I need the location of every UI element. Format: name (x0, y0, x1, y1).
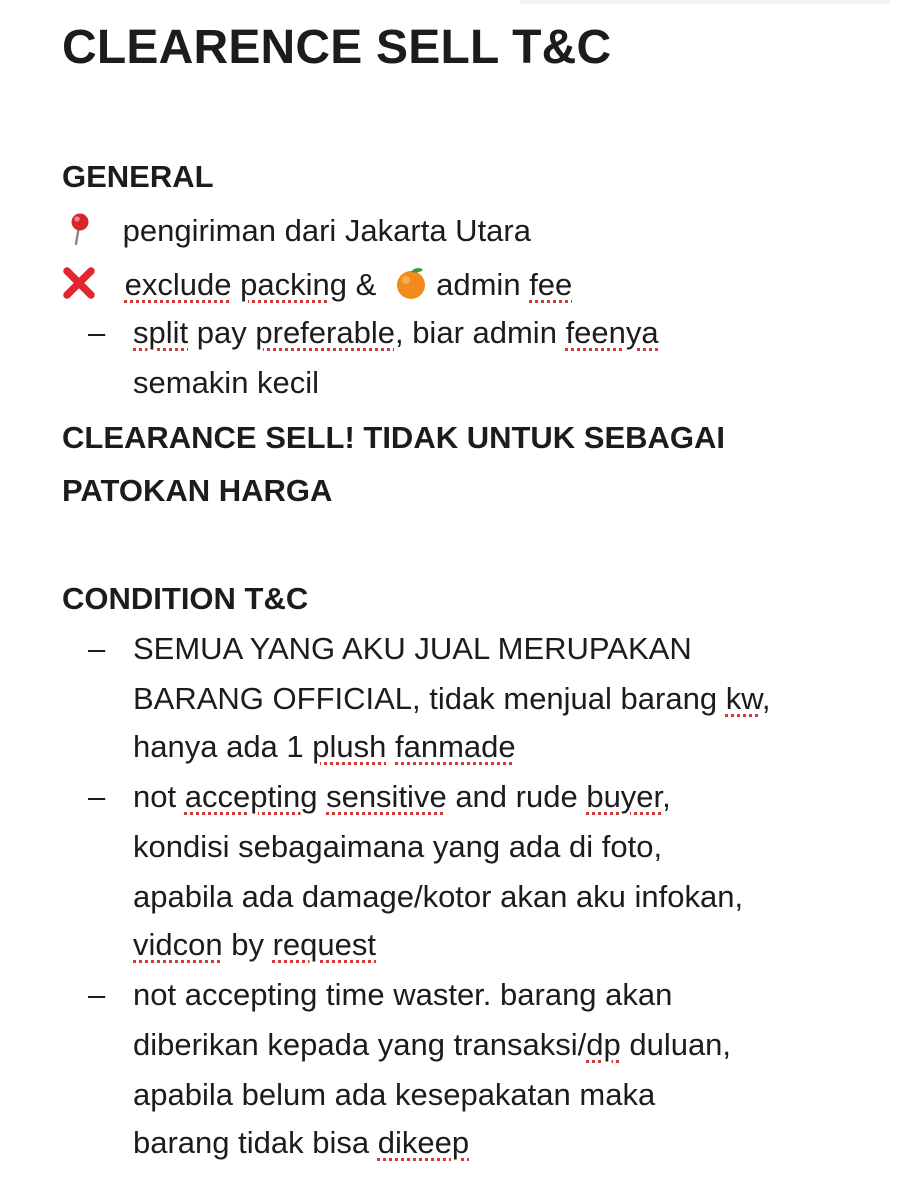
shipping-text: pengiriman dari Jakarta Utara (122, 213, 531, 248)
shipping-line (62, 206, 531, 256)
split-text: , biar admin (394, 315, 557, 350)
condition-item-2-line-3: apabila ada damage/kotor akan aku infokan, (133, 879, 744, 914)
item-2-text: and rude (455, 779, 578, 814)
list-dash: – (88, 315, 106, 350)
list-dash: – (88, 779, 106, 814)
word-vidcon: vidcon (133, 927, 223, 962)
condition-item-2-line-4 (133, 920, 376, 970)
condition-item-2-line-1 (133, 772, 671, 822)
condition-item-1-line-3 (133, 722, 516, 772)
condition-item-3-line-4 (133, 1118, 469, 1168)
word-admin: admin (436, 267, 521, 302)
split-pay-line (133, 308, 659, 358)
condition-item-3-line-3: apabila belum ada kesepakatan maka (133, 1077, 656, 1112)
item-1-text: BARANG OFFICIAL, tidak menjual barang (133, 681, 718, 716)
word-exclude: exclude (124, 267, 232, 302)
clearance-notice-line-2: PATOKAN HARGA (62, 473, 333, 508)
page-title: CLEARENCE SELL T&C (62, 21, 612, 74)
word-accepting: accepting (184, 779, 318, 814)
split-pay-line-2: semakin kecil (133, 365, 320, 400)
condition-item-1-line-2 (133, 674, 771, 724)
pushpin-icon (62, 212, 96, 246)
word-split: split (133, 315, 189, 350)
word-fee: fee (529, 267, 573, 302)
condition-item-1-line-1: SEMUA YANG AKU JUAL MERUPAKAN (133, 631, 692, 666)
word-buyer: buyer (586, 779, 663, 814)
word-not: not (133, 779, 177, 814)
condition-heading: CONDITION T&C (62, 581, 309, 616)
word-by: by (231, 927, 264, 962)
item-3-text: duluan, (620, 1027, 732, 1062)
tangerine-icon (394, 266, 428, 300)
ampersand-text: & (346, 267, 385, 302)
item-1-text: hanya ada 1 (133, 729, 304, 764)
comma-text: , (662, 779, 671, 814)
condition-item-3-line-2 (133, 1020, 731, 1070)
word-plush: plush (312, 729, 387, 764)
word-kw: kw (725, 681, 762, 716)
clearance-notice-line-1: CLEARANCE SELL! TIDAK UNTUK SEBAGAI (62, 420, 726, 455)
word-sensitive: sensitive (326, 779, 447, 814)
word-request: request (272, 927, 377, 962)
word-packing: packing (240, 267, 347, 302)
exclude-line (62, 260, 572, 310)
list-dash: – (88, 631, 106, 666)
word-feenya: feenya (565, 315, 659, 350)
cross-mark-icon (62, 266, 96, 300)
general-heading: GENERAL (62, 159, 214, 194)
item-3-text: barang tidak bisa (133, 1125, 370, 1160)
condition-item-3-line-1: not accepting time waster. barang akan (133, 977, 673, 1012)
top-scroll-indicator (520, 0, 890, 4)
word-dikeep: dikeep (377, 1125, 470, 1160)
condition-item-2-line-2: kondisi sebagaimana yang ada di foto, (133, 829, 663, 864)
word-pay: pay (196, 315, 247, 350)
word-preferable: preferable (255, 315, 395, 350)
list-dash: – (88, 977, 106, 1012)
comma-text: , (761, 681, 771, 716)
item-3-text: diberikan kepada yang transaksi/ (133, 1027, 587, 1062)
word-dp: dp (586, 1027, 621, 1062)
word-fanmade: fanmade (395, 729, 516, 764)
